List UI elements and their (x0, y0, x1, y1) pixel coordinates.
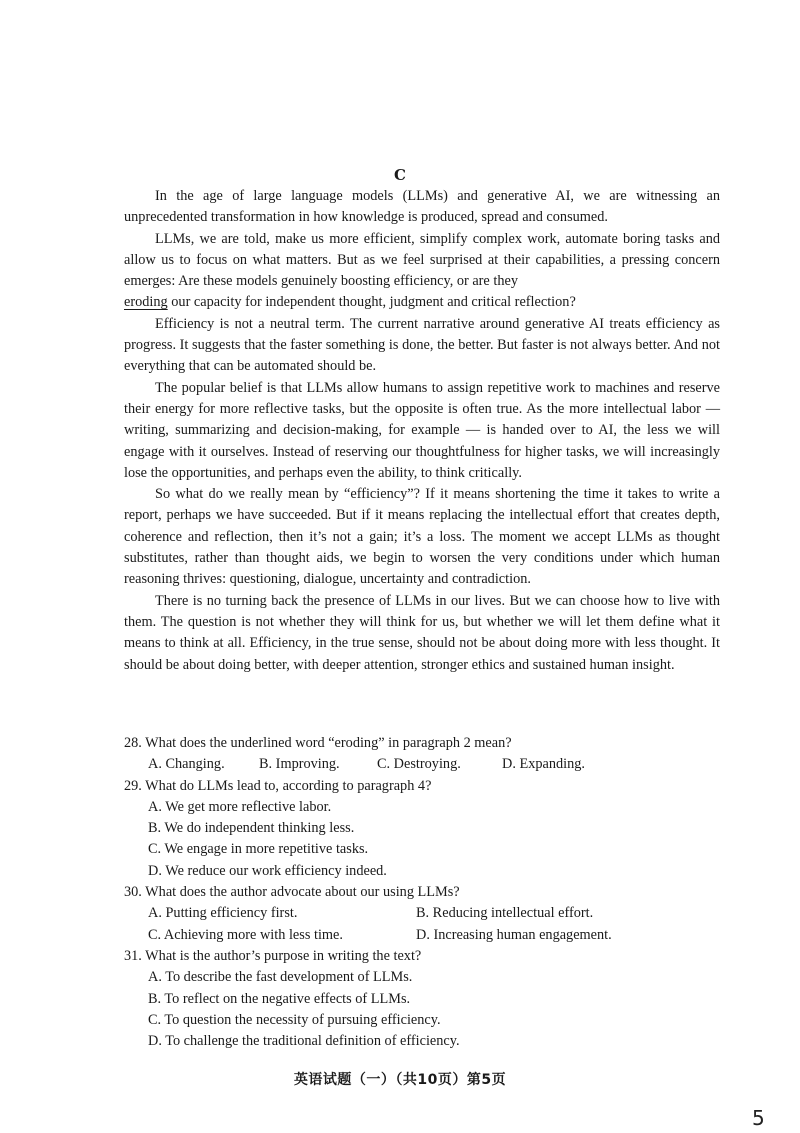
question-stem: 31. What is the author’s purpose in writing the text? (124, 947, 422, 964)
passage-paragraph-3: Efficiency is not a neutral term. The current narrative around generative AI treats efficiency as progress. It suggests that the faster something is done, the better. But faster is not always better. And not everything that can be automated should be. (124, 315, 720, 375)
option-c[interactable]: C. To question the necessity of pursuing efficiency. (148, 1011, 441, 1028)
question-list (124, 733, 720, 1052)
question-stem: 28. What does the underlined word “eroding” in paragraph 2 mean? (124, 735, 512, 751)
reading-passage (124, 186, 720, 676)
option-d[interactable]: D. To challenge the traditional definition of efficiency. (148, 1033, 460, 1050)
passage-paragraph-1: In the age of large language models (LLMs) and generative AI, we are witnessing an unprecedented transformation in how knowledge is produced, spread and consumed. (124, 188, 720, 226)
question-30 (124, 882, 720, 946)
section-heading: C (394, 166, 406, 184)
option-c[interactable]: C. We engage in more repetitive tasks. (148, 841, 369, 858)
option-a[interactable]: A. To describe the fast development of LLMs. (148, 969, 413, 986)
option-d[interactable]: D. Expanding. (502, 756, 585, 773)
option-d[interactable]: D. We reduce our work efficiency indeed. (148, 862, 387, 879)
page-footer: 英语试题（一）（共10页）第5页 (293, 1072, 507, 1088)
option-c[interactable]: C. Achieving more with less time. (148, 926, 343, 943)
paragraph-2-text: LLMs, we are told, make us more efficient, simplify complex work, automate boring tasks and allow us to focus on what matters. But as we feel surprised at their capabilities, a pressing concern emerges: Are these models genuinely boosting efficiency, or are they (124, 230, 720, 290)
passage-paragraph-4: The popular belief is that LLMs allow humans to assign repetitive work to machines and reserve their energy for more reflective tasks, but the opposite is often true. As the more intellectual labor — writing, summarizing and decision-making, for example — is handed over to AI, the less we will engage with it ourselves. Instead of reserving our thoughtfulness for higher tasks, we will increasingly lose the opportunities, and perhaps even the ability, to think critically. (124, 379, 720, 481)
option-a[interactable]: A. Putting efficiency first. (148, 905, 298, 922)
option-b[interactable]: B. Reducing intellectual effort. (416, 905, 594, 922)
options-row (124, 903, 720, 924)
options-row (124, 754, 720, 775)
underlined-word-eroding: eroding (124, 294, 168, 311)
option-b[interactable]: B. To reflect on the negative effects of LLMs. (148, 990, 411, 1007)
passage-paragraph-6: There is no turning back the presence of LLMs in our lives. But we can choose how to live with them. The question is not whether they will think for us, but whether we will let them define what it means to think at all. Efficiency, in the true sense, should not be about doing more with less thought. It should be about doing better, with deeper attention, stronger ethics and sustained human insight. (124, 592, 720, 673)
paragraph-2-tail: our capacity for independent thought, judgment and critical reflection? (171, 294, 576, 311)
question-stem: 29. What do LLMs lead to, according to paragraph 4? (124, 777, 432, 794)
passage-paragraph-2 (124, 229, 720, 314)
question-28 (124, 733, 720, 776)
page-number: 5 (752, 1106, 765, 1130)
question-stem: 30. What does the author advocate about our using LLMs? (124, 884, 460, 901)
option-a[interactable]: A. We get more reflective labor. (148, 798, 332, 815)
question-31 (124, 946, 720, 1052)
option-b[interactable]: B. Improving. (259, 756, 340, 773)
question-29 (124, 776, 720, 882)
option-b[interactable]: B. We do independent thinking less. (148, 820, 355, 837)
option-d[interactable]: D. Increasing human engagement. (416, 926, 612, 943)
passage-paragraph-5: So what do we really mean by “efficiency”? If it means shortening the time it takes to write a report, perhaps we have succeeded. But if it means replacing the intellectual effort that creates depth, coherence and reflection, then it’s not a gain; it’s a loss. The moment we accept LLMs as thought substitutes, rather than thought aids, we begin to worsen the very conditions under which human reasoning thrives: questioning, dialogue, uncertainty and contradiction. (124, 486, 720, 588)
options-row (124, 925, 720, 946)
option-c[interactable]: C. Destroying. (377, 756, 461, 773)
option-a[interactable]: A. Changing. (148, 756, 225, 773)
